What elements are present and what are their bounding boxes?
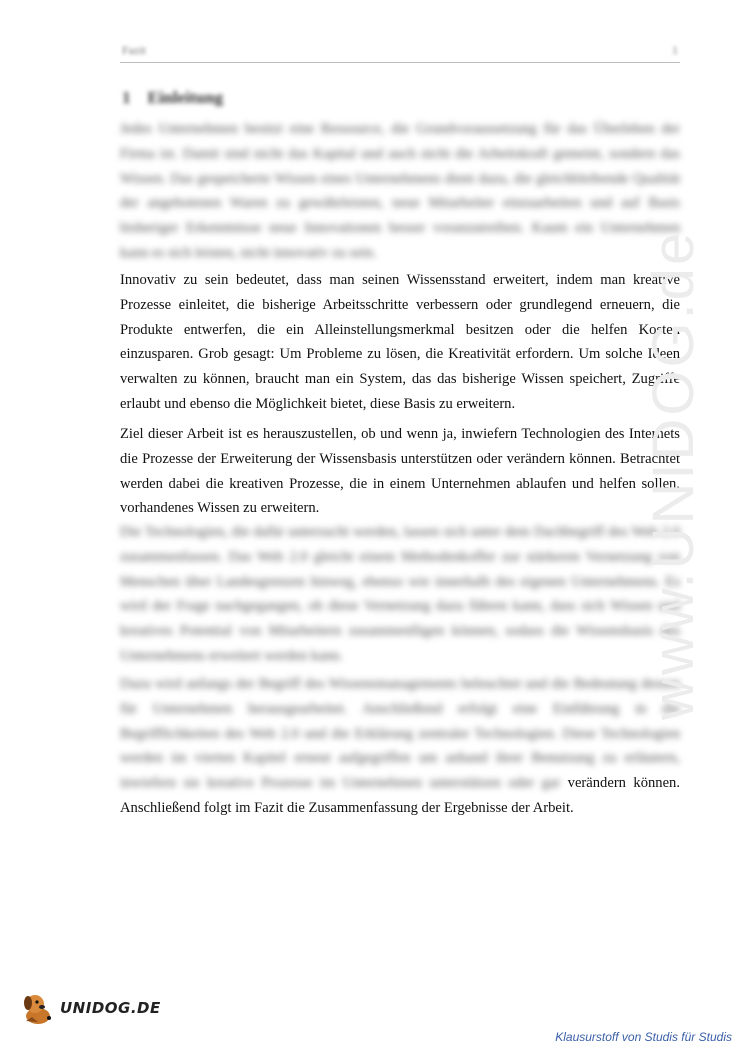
paragraph-5-blurred-part: Dazu wird anfangs der Begriff des Wissensmanagements beleuchtet und die Bedeutung dessen für Unternehmen herausgearbeitet. Anschließend erfolgt eine Einführung in die Begrifflichkeiten des Web 2.0 und die Erklärung zentraler Technologien. Diese Technologien werden im vierten Kapitel erneut aufgegriffen um anhand ihrer Benutzung zu erläutern, inwiefern sie kreative Prozesse im Unternehmen unterstützen oder gar <box>120 676 680 792</box>
chapter-title: Einleitung <box>147 88 224 107</box>
paragraph-5-clear-part: verändern können. Anschließend folgt im Fazit die Zusammenfassung der Ergebnisse der Arbeit. <box>120 775 681 816</box>
footer-logo[interactable] <box>18 988 161 1028</box>
paragraph-5 <box>120 672 680 821</box>
running-header-left: Fazit <box>122 43 146 57</box>
paragraph-1-blurred: Jedes Unternehmen besitzt eine Ressource, die Grundvoraussetzung für das Überleben der Firma ist. Damit sind nicht das Kapital und auch nicht die Arbeitskraft gemeint, sondern das Wissen. Das gespeicherte Wissen eines Unternehmens dient dazu, die gleichbleibende Qualität der angebotenen Waren zu gewährleisten, neue Mitarbeiter einzuarbeiten und auf Basis bisheriger Erkenntnisse neue Innovationen besser voranzutreiben. Kaum ein Unternehmen kann es sich leisten, nicht innovativ zu sein. <box>120 121 680 261</box>
watermark: www.UNIDOG.de <box>641 229 706 720</box>
chapter-heading <box>122 88 223 108</box>
paragraph-2: Innovativ zu sein bedeutet, dass man seinen Wissensstand erweitert, indem man kreative Prozesse einleitet, die bisherige Arbeitsschritte verbessern oder grundlegend erneuern, die Produkte entwerfen, die ein Alleinstellungsmerkmal besitzen oder die helfen Kosten einzusparen. Grob gesagt: Um Probleme zu lösen, die Kreativität erfordern. Um solche Ideen verwalten zu können, braucht man ein System, das das bisherige Wissen speichert, Zugriffe erlaubt und ebenso die Möglichkeit bietet, diese Basis zu erweitern. <box>120 272 680 412</box>
dog-mascot-icon <box>18 988 58 1028</box>
chapter-number: 1 <box>122 88 131 107</box>
paragraph-3: Ziel dieser Arbeit ist es herauszustellen, ob und wenn ja, inwiefern Technologien des Internets die Prozesse der Erweiterung der Wissensbasis unterstützen oder verändern können. Betrachtet werden dabei die kreativen Prozesse, die in einem Unternehmen ablaufen und helfen sollen, vorhandenes Wissen zu erweitern. <box>120 426 680 517</box>
page-number: 1 <box>672 43 678 57</box>
footer-tagline: Klausurstoff von Studis für Studis <box>555 1030 732 1044</box>
footer-logo-text: UNIDOG.DE <box>60 999 161 1017</box>
header-divider <box>120 62 680 63</box>
paragraph-4-blurred: Die Technologien, die dafür untersucht werden, lassen sich unter dem Dachbegriff des Web 2.0 zusammenfassen. Das Web 2.0 gleicht einem Methodenkoffer zur stärkeren Vernetzung von Menschen über Landesgrenzen hinweg, ebenso wie innerhalb des eigenen Unternehmens. Es wird der Frage nachgegangen, ob diese Vernetzung dazu führen kann, dass sich Wissen und kreatives Potential von Mitarbeitern zusammenfügen können, sodass die Wissensbasis des Unternehmens erweitert werden kann. <box>120 524 680 664</box>
